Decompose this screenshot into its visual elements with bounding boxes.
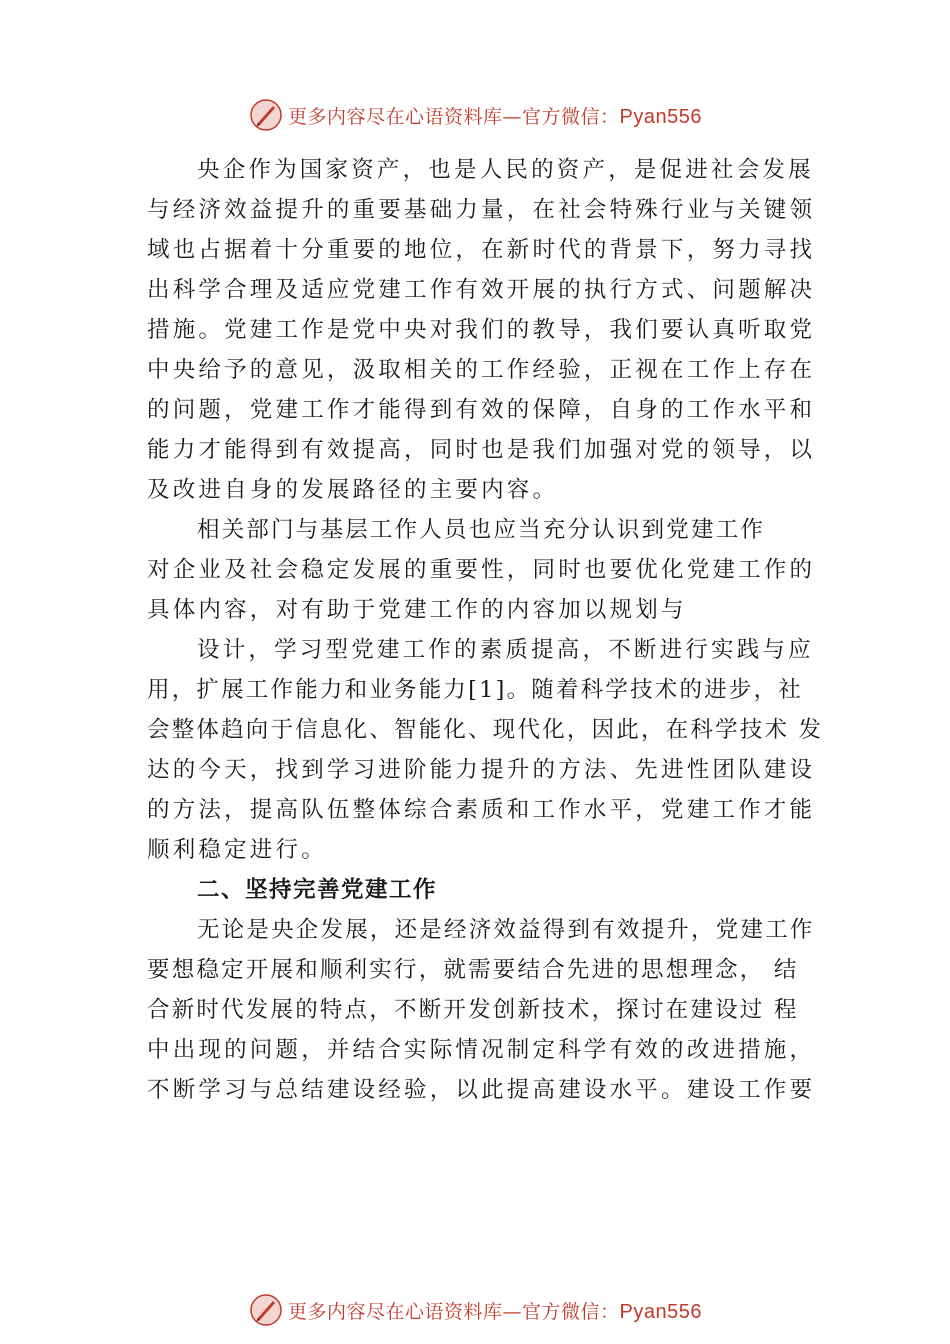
paragraph-line: 设计，学习型党建工作的素质提高，不断进行实践与应: [197, 637, 814, 663]
watermark-text: 更多内容尽在心语资料库—官方微信：Pyan556: [288, 1300, 702, 1323]
footer-watermark: [0, 1290, 950, 1330]
paragraph-line: 及改进自身的发展路径的主要内容。: [147, 477, 559, 503]
paragraph-line: 措施。党建工作是党中央对我们的教导，我们要认真听取党: [147, 317, 816, 343]
paragraph-line: 不断学习与总结建设经验，以此提高建设水平。建设工作要: [147, 1077, 816, 1103]
section-heading: 二、坚持完善党建工作: [197, 877, 438, 902]
paragraph-line: 顺利稳定进行。: [147, 837, 327, 863]
document-body: [147, 150, 837, 1110]
quill-seal-icon: [248, 97, 284, 133]
paragraph-line: 合新时代发展的特点，不断开发创新技术，探讨在建设过 程: [147, 997, 799, 1023]
paragraph-line: 要想稳定开展和顺利实行，就需要结合先进的思想理念， 结: [147, 957, 799, 983]
paragraph-line: 会整体趋向于信息化、智能化、现代化，因此，在科学技术 发: [147, 717, 824, 743]
header-watermark: [0, 95, 950, 135]
paragraph-line: 相关部门与基层工作人员也应当充分认识到党建工作: [197, 517, 766, 543]
paragraph-line: 中出现的问题，并结合实际情况制定科学有效的改进措施，: [147, 1037, 816, 1063]
paragraph-line: 域也占据着十分重要的地位，在新时代的背景下，努力寻找: [147, 237, 816, 263]
paragraph-line: 无论是央企发展，还是经济效益得到有效提升，党建工作: [197, 917, 815, 943]
paragraph-line: 达的今天，找到学习进阶能力提升的方法、先进性团队建设: [147, 757, 816, 783]
paragraph-line: 的问题，党建工作才能得到有效的保障，自身的工作水平和: [147, 397, 816, 423]
paragraph-line: 出科学合理及适应党建工作有效开展的执行方式、问题解决: [147, 277, 816, 303]
paragraph-line: 用，扩展工作能力和业务能力[1]。随着科学技术的进步，社: [147, 677, 803, 703]
paragraph-line: 与经济效益提升的重要基础力量，在社会特殊行业与关键领: [147, 197, 816, 223]
paragraph-line: 具体内容，对有助于党建工作的内容加以规划与: [147, 597, 687, 623]
paragraph-line: 央企作为国家资产，也是人民的资产，是促进社会发展: [197, 157, 814, 183]
paragraph-line: 对企业及社会稳定发展的重要性，同时也要优化党建工作的: [147, 557, 816, 583]
wechat-id: Pyan556: [619, 105, 702, 128]
paragraph-line: 能力才能得到有效提高，同时也是我们加强对党的领导，以: [147, 437, 816, 463]
paragraph-line: 的方法，提高队伍整体综合素质和工作水平，党建工作才能: [147, 797, 816, 823]
watermark-text: 更多内容尽在心语资料库—官方微信：Pyan556: [288, 105, 702, 128]
paragraph-line: 中央给予的意见，汲取相关的工作经验，正视在工作上存在: [147, 357, 816, 383]
wechat-id: Pyan556: [619, 1300, 702, 1323]
quill-seal-icon: [248, 1292, 284, 1328]
